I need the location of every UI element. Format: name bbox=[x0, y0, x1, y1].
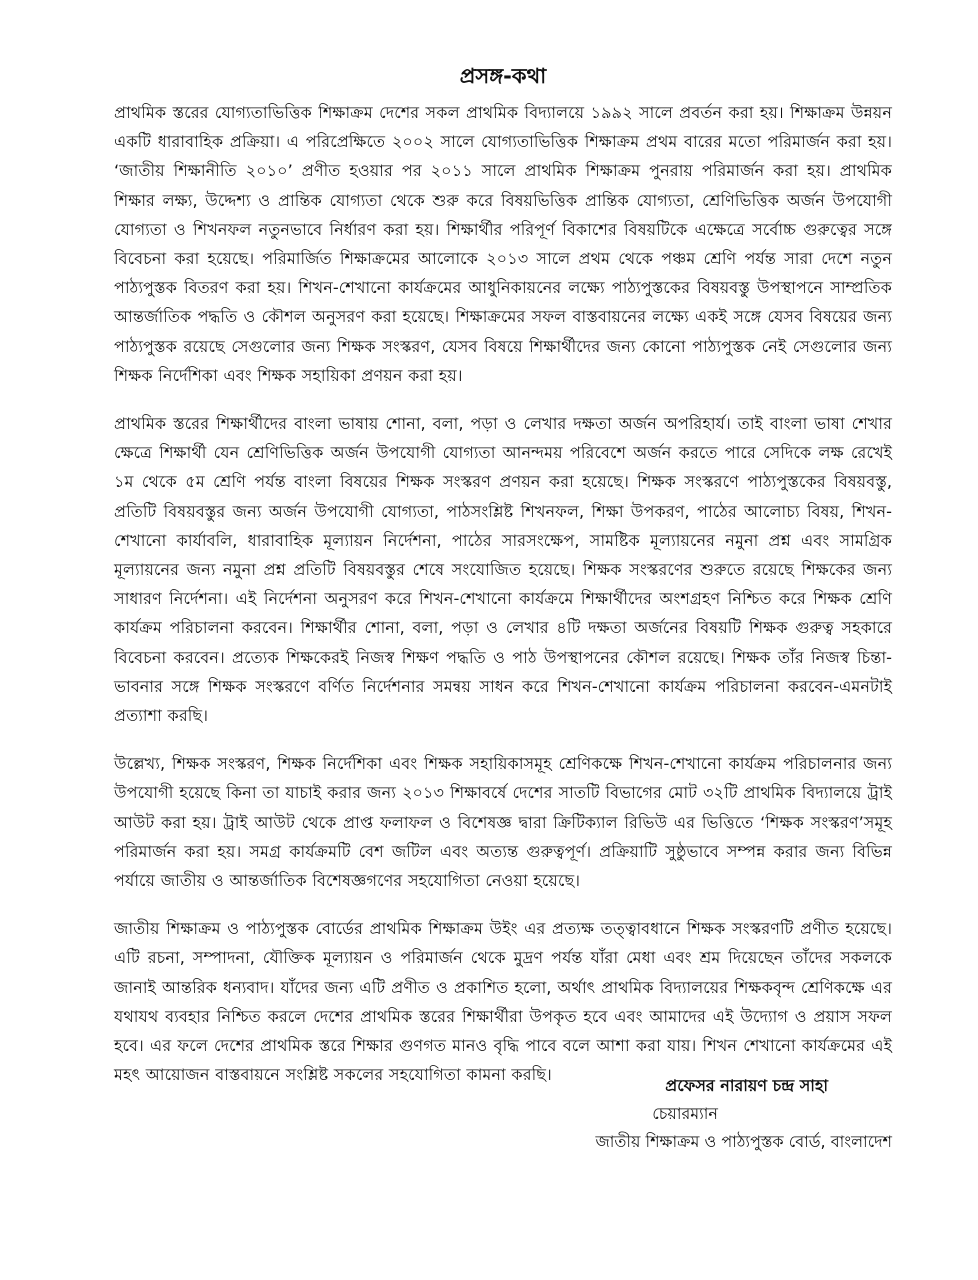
signatory-organization: জাতীয় শিক্ষাক্রম ও পাঠ্যপুস্তক বোর্ড, বাংলাদেশ bbox=[595, 1132, 892, 1151]
signature-block bbox=[595, 1072, 892, 1156]
paragraph-1: প্রাথমিক স্তরের যোগ্যতাভিত্তিক শিক্ষাক্রম দেশের সকল প্রাথমিক বিদ্যালয়ে ১৯৯২ সালে প্রবর্তন করা হয়। শিক্ষাক্রম উন্নয়ন একটি ধারাবাহিক প্রক্রিয়া। এ পরিপ্রেক্ষিতে ২০০২ সালে যোগ্যতাভিত্তিক শিক্ষাক্রম প্রথম বারের মতো পরিমার্জন করা হয়। ‘জাতীয় শিক্ষানীতি ২০১০’ প্রণীত হওয়ার পর ২০১১ সালে প্রাথমিক শিক্ষাক্রম পুনরায় পরিমার্জন করা হয়। প্রাথমিক শিক্ষার লক্ষ্য, উদ্দেশ্য ও প্রান্তিক যোগ্যতা থেকে শুরু করে বিষয়ভিত্তিক প্রান্তিক যোগ্যতা, শ্রেণিভিত্তিক অর্জন উপযোগী যোগ্যতা ও শিখনফল নতুনভাবে নির্ধারণ করা হয়। শিক্ষার্থীর পরিপূর্ণ বিকাশের বিষয়টিকে এক্ষেত্রে সর্বোচ্চ গুরুত্বের সঙ্গে বিবেচনা করা হয়েছে। পরিমার্জিত শিক্ষাক্রমের আলোকে ২০১৩ সালে প্রথম থেকে পঞ্চম শ্রেণি পর্যন্ত সারা দেশে নতুন পাঠ্যপুস্তক বিতরণ করা হয়। শিখন-শেখানো কার্যক্রমের আধুনিকায়নের লক্ষ্যে পাঠ্যপুস্তকের বিষয়বস্তু উপস্থাপনে সাম্প্রতিক আন্তর্জাতিক পদ্ধতি ও কৌশল অনুসরণ করা হয়েছে। শিক্ষাক্রমের সফল বাস্তবায়নের লক্ষ্যে একই সঙ্গে যেসব বিষয়ের জন্য পাঠ্যপুস্তক রয়েছে সেগুলোর জন্য শিক্ষক সংস্করণ, যেসব বিষয়ে শিক্ষার্থীদের জন্য কোনো পাঠ্যপুস্তক নেই সেগুলোর জন্য শিক্ষক নির্দেশিকা এবং শিক্ষক সহায়িকা প্রণয়ন করা হয়। bbox=[114, 103, 892, 385]
signatory-name: প্রফেসর নারায়ণ চন্দ্র সাহা bbox=[665, 1076, 828, 1095]
paragraph-4: জাতীয় শিক্ষাক্রম ও পাঠ্যপুস্তক বোর্ডের প্রাথমিক শিক্ষাক্রম উইং এর প্রত্যক্ষ তত্ত্বাবধানে শিক্ষক সংস্করণটি প্রণীত হয়েছে। এটি রচনা, সম্পাদনা, যৌক্তিক মূল্যায়ন ও পরিমার্জন থেকে মুদ্রণ পর্যন্ত যাঁরা মেধা এবং শ্রম দিয়েছেন তাঁদের সকলকে জানাই আন্তরিক ধন্যবাদ। যাঁদের জন্য এটি প্রণীত ও প্রকাশিত হলো, অর্থাৎ প্রাথমিক বিদ্যালয়ের শিক্ষকবৃন্দ শ্রেণিকক্ষে এর যথাযথ ব্যবহার নিশ্চিত করলে দেশের প্রাথমিক স্তরের শিক্ষার্থীরা উপকৃত হবে এবং আমাদের এই উদ্যোগ ও প্রয়াস সফল হবে। এর ফলে দেশের প্রাথমিক স্তরে শিক্ষার গুণগত মানও বৃদ্ধি পাবে বলে আশা করা যায়। শিখন শেখানো কার্যক্রমের এই মহৎ আয়োজন বাস্তবায়নে সংশ্লিষ্ট সকলের সহযোগিতা কামনা করছি। bbox=[114, 919, 892, 1085]
paragraph-2: প্রাথমিক স্তরের শিক্ষার্থীদের বাংলা ভাষায় শোনা, বলা, পড়া ও লেখার দক্ষতা অর্জন অপরিহার্য। তাই বাংলা ভাষা শেখার ক্ষেত্রে শিক্ষার্থী যেন শ্রেণিভিত্তিক অর্জন উপযোগী যোগ্যতা আনন্দময় পরিবেশে অর্জন করতে পারে সেদিকে লক্ষ রেখেই ১ম থেকে ৫ম শ্রেণি পর্যন্ত বাংলা বিষয়ের শিক্ষক সংস্করণ প্রণয়ন করা হয়েছে। শিক্ষক সংস্করণে পাঠ্যপুস্তকের বিষয়বস্তু, প্রতিটি বিষয়বস্তুর জন্য অর্জন উপযোগী যোগ্যতা, পাঠসংশ্লিষ্ট শিখনফল, শিক্ষা উপকরণ, পাঠের আলোচ্য বিষয়, শিখন-শেখানো কার্যাবলি, ধারাবাহিক মূল্যায়ন নির্দেশনা, পাঠের সারসংক্ষেপ, সামষ্টিক মূল্যায়নের নমুনা প্রশ্ন এবং সামগ্রিক মূল্যায়নের জন্য নমুনা প্রশ্ন প্রতিটি বিষয়বস্তুর শেষে সংযোজিত হয়েছে। শিক্ষক সংস্করণের শুরুতে রয়েছে শিক্ষকের জন্য সাধারণ নির্দেশনা। এই নির্দেশনা অনুসরণ করে শিখন-শেখানো কার্যক্রমে শিক্ষার্থীদের অংশগ্রহণ নিশ্চিত করে শিক্ষক শ্রেণি কার্যক্রম পরিচালনা করবেন। শিক্ষার্থীর শোনা, বলা, পড়া ও লেখার ৪টি দক্ষতা অর্জনের বিষয়টি শিক্ষক গুরুত্ব সহকারে বিবেচনা করবেন। প্রত্যেক শিক্ষকেরই নিজস্ব শিক্ষণ পদ্ধতি ও পাঠ উপস্থাপনের কৌশল রয়েছে। শিক্ষক তাঁর নিজস্ব চিন্তা-ভাবনার সঙ্গে শিক্ষক সংস্করণে বর্ণিত নির্দেশনার সমন্বয় সাধন করে শিখন-শেখানো কার্যক্রম পরিচালনা করবেন-এমনটাই প্রত্যাশা করছি। bbox=[114, 414, 892, 726]
paragraph-3: উল্লেখ্য, শিক্ষক সংস্করণ, শিক্ষক নির্দেশিকা এবং শিক্ষক সহায়িকাসমূহ শ্রেণিকক্ষে শিখন-শেখানো কার্যক্রম পরিচালনার জন্য উপযোগী হয়েছে কিনা তা যাচাই করার জন্য ২০১৩ শিক্ষাবর্ষে দেশের সাতটি বিভাগের মোট ৩২টি প্রাথমিক বিদ্যালয়ে ট্রাই আউট করা হয়। ট্রাই আউট থেকে প্রাপ্ত ফলাফল ও বিশেষজ্ঞ দ্বারা ক্রিটিক্যাল রিভিউ এর ভিত্তিতে ‘শিক্ষক সংস্করণ’সমূহ পরিমার্জন করা হয়। সমগ্র কার্যক্রমটি বেশ জটিল এবং অত্যন্ত গুরুত্বপূর্ণ। প্রক্রিয়াটি সুষ্ঠুভাবে সম্পন্ন করার জন্য বিভিন্ন পর্যায়ে জাতীয় ও আন্তর্জাতিক বিশেষজ্ঞগণের সহযোগিতা নেওয়া হয়েছে। bbox=[114, 754, 892, 891]
signatory-role: চেয়ারম্যান bbox=[652, 1104, 718, 1123]
page-title: প্রসঙ্গ-কথা bbox=[459, 64, 547, 88]
